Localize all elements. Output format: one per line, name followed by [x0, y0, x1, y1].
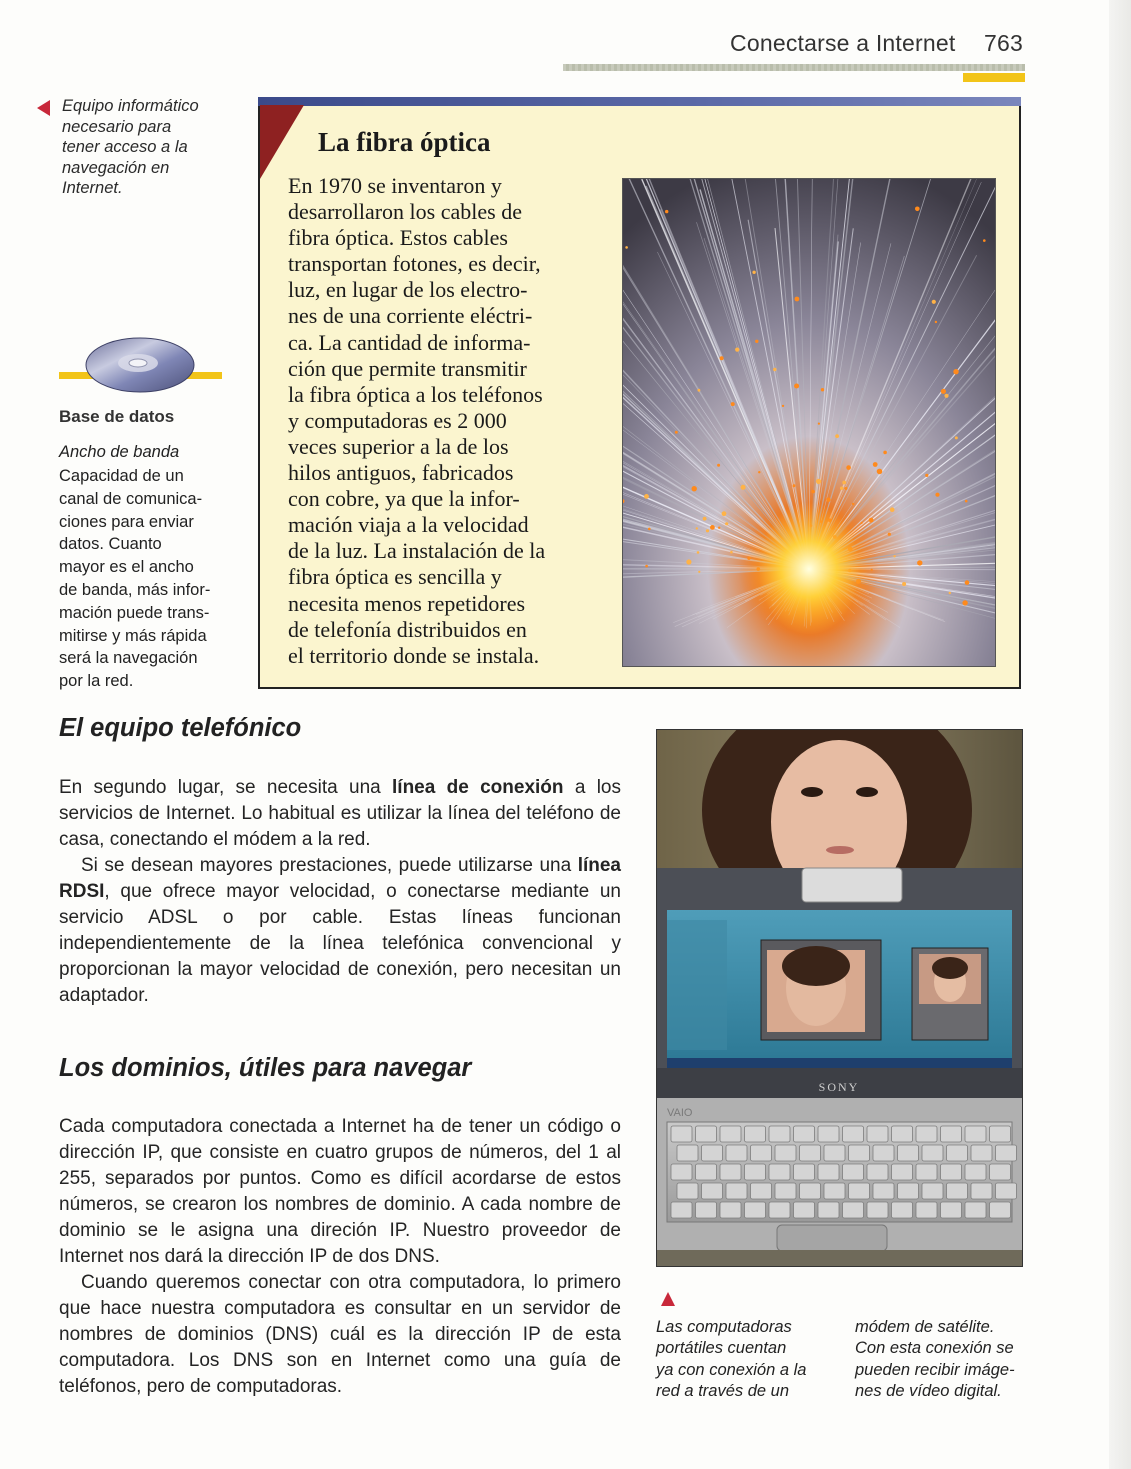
header-accent-bar [963, 73, 1025, 82]
glossary-line: datos. Cuanto [59, 535, 162, 554]
fiber-text-line: luz, en lugar de los electro- [288, 277, 528, 303]
header-rule [563, 64, 1025, 71]
fiber-text-line: la fibra óptica a los teléfonos [288, 381, 543, 407]
fiber-text-line: con cobre, ya que la infor- [288, 486, 520, 512]
caption-line: pueden recibir imáge- [855, 1360, 1015, 1379]
fiber-text-line: de telefonía distribuidos en [288, 616, 527, 642]
glossary-line: será la navegación [59, 649, 198, 668]
section-body-equipo [59, 775, 621, 1009]
paragraph: Cada computadora conectada a Internet ha de tener un código o dirección IP, que consiste en cuatro grupos de números, del 1 al 255, separados por puntos. Como es difícil acordarse de estos números, se crearon los nombres de dominio. A cada nombre de dominio se le asigna una direción IP. Nuestro proveedor de Internet nos dará la dirección IP de dos DNS. [59, 1116, 621, 1267]
glossary-section-label: Base de datos [59, 407, 175, 426]
fiber-text-line: mación viaja a la velocidad [288, 512, 529, 538]
glossary-term: Ancho de banda [59, 443, 180, 461]
fiber-box-text [288, 173, 588, 669]
caption-line: portátiles cuentan [656, 1339, 787, 1358]
caption-arrow-icon [661, 1292, 675, 1306]
fiber-text-line: de la luz. La instalación de la [288, 538, 546, 564]
fiber-text-line: y computadoras es 2 000 [288, 407, 507, 433]
fiber-text-line: ción que permite transmitir [288, 355, 527, 381]
fiber-box-top-bar [258, 97, 1021, 106]
caption-line: ya con conexión a la [656, 1360, 807, 1379]
fiber-box-title: La fibra óptica [318, 127, 491, 157]
glossary-line: mación puede trans- [59, 603, 210, 622]
fiber-optic-photo [622, 178, 996, 667]
fiber-text-line: el territorio donde se instala. [288, 642, 540, 668]
margin-note-line: tener acceso a la [62, 138, 188, 156]
running-head [730, 30, 1023, 57]
text-run: En segundo lugar, se necesita una [59, 777, 393, 798]
margin-arrow-icon [37, 100, 50, 116]
running-head-title: Conectarse a Internet [730, 30, 956, 56]
fiber-text-line: transportan fotones, es decir, [288, 251, 541, 277]
margin-note-line: Equipo informático [62, 97, 199, 115]
caption-line: red a través de un [656, 1381, 789, 1400]
fiber-text-line: fibra óptica. Estos cables [288, 225, 508, 251]
laptop-photo [656, 729, 1023, 1267]
margin-note-line: navegación en [62, 158, 170, 177]
paragraph [59, 853, 621, 1009]
caption-line: nes de vídeo digital. [855, 1381, 1002, 1400]
fiber-text-line: veces superior a la de los [288, 433, 509, 459]
fiber-text-line: necesita menos repetidores [288, 590, 526, 616]
page-edge-shadow [1109, 0, 1131, 1469]
keyboard-keys [671, 1126, 1017, 1218]
margin-note [62, 96, 232, 199]
fiber-text-line: hilos antiguos, fabricados [288, 460, 514, 486]
glossary-line: mayor es el ancho [59, 558, 194, 577]
paragraph [59, 775, 621, 853]
caption-line: Las computadoras [656, 1318, 792, 1336]
fiber-burst-image [623, 179, 995, 666]
laptop-brand: SONY [818, 1080, 860, 1094]
fiber-text-line: En 1970 se inventaron y [288, 173, 502, 198]
section-heading-equipo: El equipo telefónico [59, 714, 302, 742]
page-number: 763 [984, 30, 1023, 56]
laptop-video-image [657, 730, 1022, 1266]
fiber-text-line: desarrollaron los cables de [288, 199, 522, 225]
text-run: a los servicios de Internet. Lo habitual es utilizar la línea del teléfono de casa, conectando el módem a la red. [59, 777, 621, 850]
text-run: Si se desean mayores prestaciones, puede utilizarse una [81, 855, 578, 876]
glossary-line: por la red. [59, 672, 134, 691]
fiber-text-line: fibra óptica es sencilla y [288, 564, 502, 590]
margin-note-line: necesario para [62, 117, 172, 136]
glossary-line: ciones para enviar [59, 512, 194, 531]
glossary-line: mitirse y más rápida [59, 626, 207, 645]
section-body-dominios [59, 1114, 621, 1400]
caption-line: módem de satélite. [855, 1318, 995, 1336]
bold-term: línea RDSI [59, 855, 621, 902]
caption-line: Con esta conexión se [855, 1339, 1014, 1358]
glossary-definition [59, 465, 237, 693]
caption-column-2 [855, 1317, 1035, 1402]
glossary-line: canal de comunica- [59, 489, 203, 508]
cd-disc-icon [84, 333, 196, 395]
bold-term: línea de conexión [392, 777, 564, 798]
glossary-line: Capacidad de un [59, 467, 184, 485]
text-run: , que ofrece mayor velocidad, o conectarse mediante un servicio ADSL o por cable. Estas líneas funcionan independientemente de la línea telefónica convencional y proporcionan la mayor velocidad de conexión, pero necesitan un adaptador. [59, 881, 621, 1006]
margin-note-line: Internet. [62, 179, 123, 197]
laptop-logo: VAIO [667, 1107, 693, 1119]
caption-column-1 [656, 1317, 836, 1402]
section-heading-dominios: Los dominios, útiles para navegar [59, 1054, 472, 1082]
fiber-box-corner-tab [260, 105, 304, 179]
fiber-text-line: nes de una corriente eléctri- [288, 303, 533, 329]
glossary-line: de banda, más infor- [59, 580, 211, 599]
fiber-text-line: ca. La cantidad de informa- [288, 329, 531, 355]
paragraph: Cuando queremos conectar con otra computadora, lo primero que hace nuestra computadora es consultar en un servidor de nombres de dominios (DNS) cuál es la dirección IP de esta computadora. Los DNS son en Internet como una guía de teléfonos, pero de computadoras. [59, 1272, 621, 1397]
